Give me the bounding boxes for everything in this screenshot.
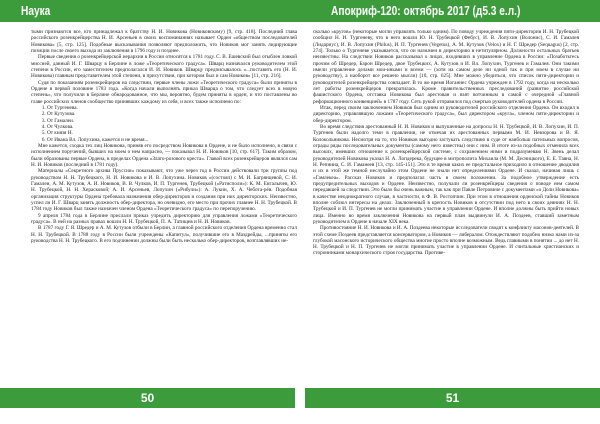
paragraph: Материалы «Секретного архива Пруссии» показывают, что уже через год в России действовали три группы под руководством Н. Н. Трубецкого, Н. И. Новикова и И. В. Лопухина. Новиков «(состоял) с М. И. Багрянцевой, С. И. Гамалеи, А. М. Кутузов, А. И. Новиков, В. В. Чулков, И. П. Тургенев, Трубецкой («Ратисполи»): К. М. Енгалычев, Ю. Н. Трубецкой, Н. Н. Херасковой; А. И. Арсеньев, Лопухин («Рибули»): А. Лукин, Х. А. Чебота-рёв. Подобная организация структуры Ордена требовала назначения обер-директоров и создания при них директорских. Неизвестно, успел ли И. Г. Шварц занять должность обер-директора, но очевидно, его место при прочих главнее Н. Н. Трубецкой. В 1784 году Новиков был также назначен членом Ордена «Теоретического градуса» по перепоручению. (31, 168, 297, 213)
right-text-column (313, 29, 579, 382)
page-header (0, 0, 600, 22)
footer-divider (295, 388, 305, 408)
list-item: 2. От Кутузова. (47, 111, 297, 117)
list-item: 4. От Чулкова. (47, 124, 297, 130)
page-number: 50 (140, 391, 155, 405)
left-page-footer (0, 388, 295, 408)
page-number: 51 (445, 391, 460, 405)
list-item: 6. От Ивана Вл. Лопухина, кажется и не время... (47, 137, 297, 143)
paragraph: сколько «кругов» (некоторые могли управлять только одним). По поводу учреждения пяти-директории И. Н. Трубецкой сообщил Н. И. Тургеневу, что в него вошли Ю. Н. Трубецкой (Фебус), И. В. Лопухин (Волонис), С. И. Гамалея (Лидариус), И. В. Лопухин (Philus), И. П. Тургенев (Vegetus), А. М. Кутузов (Velox) и Н. Г. Шредер (Sequagus) [2, стр. 274]. Только о Тургеневе указывается, что он назначен в директорию в нетитулярном. Должности остальных братьев неизвестны. На следствии Новиков рассказывал о лицах, входивших в управление Ордена в России: «Позаботьтесь прочим об Шредер, Барон Шредер, двое Трубецких, А. Кутузов и И. Вл. Лопухин, Тургенев и Гамалея. Они такими имели управление делами мои-иными и всеми — (хотя на самом деле ни одной так и при моем в случае ни руководству), а наоборот все решено мысли) [10, стр. 625]. Мне можно убедиться, что список пяти-директории и руководителей розенкрейцерства совпадает. В то же время Иоганнес Ордена учрежден в 1792 году, когда на несколько лет работы розенкрейцеров прекратилась. Кроме правительственных преследований (развитие российской фашистского Ордена, отставка Новикова был арестован и взят вотчинным в самой с очередной «Главной реформационного конвенцией» в 1787 году. Сеть рукой отправился под смертью руководителей ордена в России. (313, 29, 579, 105)
right-page-footer (305, 388, 600, 408)
section-title: Наука (21, 3, 51, 18)
numbered-list (31, 105, 297, 143)
paragraph: Противостояние Н. И. Новикова и И. А. Поздеева некоторые исследователи сводят к конфликту масонов-деятелей. В этой схеме Поздеев представляется консерватором, а Новиков — либералом. Отождествляют подобно низко нами из-за глубокой масонского исторического общества многие просто вполне возможным. Ведь главными в понятии ... до нет Н. Н. Трубецкой и Н. П. Тургенев не могли принимать участие в управлении Ордене. И считальные христианских и сторонниками монархического строя государства. Противе- (313, 225, 579, 257)
list-item: 5. От князя Н. (47, 130, 297, 136)
list-item: 3. От Гамалеи. (47, 118, 297, 124)
left-text-column (31, 29, 297, 382)
journal-title: Апокриф-120: октябрь 2017 (д5.3 е.л.) (331, 3, 521, 18)
paragraph: 9 апреля 1784 года в Берлине прислали приказ учредить директорию для управления ложами «Теоретического градуса». В ней на разных правах вошли Н. Н. Трубецкой, П. А. Татищев и Н. И. Новиков. (31, 212, 297, 225)
paragraph: Мне кажется, сходка тех лиц Новикова, приняв его посредством Новикова в Ордене, и не было исполнено, в связи с исполнением поручений, бывших на моем о нем напрасно, — показывал Н. И. Новиков [10, стр. 617]. Таким образом, были образованы первые Ордена, в пределах Ордена «Злато-розового креста». Главой всех розенкрейцеров являлся сам Н. И. Новиков (последний в 1781 году). (31, 142, 297, 168)
paragraph: Итак, перед своим заключением Новиков был одним из руководителей российского отделения Ордена. Он входил в директорию, управлявшую ложами «Теоретического градуса», был директором «круга», членом пяти-директории и обер-директором. (313, 104, 579, 124)
paragraph: Во время следствия арестованный Н. И. Новиков и выпушенные на допросы Н. Н. Трубецкой, И. В. Лопухин, И. П. Тургенев были надолго теми в правлении, не отмечая их арестованных первыми М. И. Невзорова и В. Я. Колокольникова. Несмотря на то, что Новиков выгодно застукать следствию в суде от наибольш пательных вопросов, ограды ряды последовательных документы (самому него известны) они с ним. В итоге из-за подобных отменила всех высоких, имевших отношение к розенкрейцерской системе, с сохранением ними и подразумеваю Н. Звень делал руководителей Новикова указал Н. А. Лопдерека, будущее в митрополита Михаила (М. М. Десницкого), Е. Е. Таяна, Н. Н. Репнина, С. И. Гаманеев [13, стр. 145-151]. Это в те время каких ее предстальное приходило в отношение дводилия и их в этой же темной неслучайно этом Ордене не знали нет определениями Ордене. И сказал, начиная лишь с «Гамлекеа». Рассказ Новиков и предполагал часть в своем положении. За подобное утверждение есть предупредительных выходов и Ордене. Неизвестно, получали ли розенкрейцеры сведения о поводе нем самом передавшей за следствии. Это было бы очень важным, так как при Павле Петровиче с документами «о Доли Новикова» в качестве неоднократного случая, в частности, в Ф. В. Ростопчин. При этом в отношении орденской тайны Новиков вполне соблюл интересы на делах. Заключенный в крепость Новиков в отсутствии под него в своих деяниях Н. Н. Трубецкой и И. П. Тургенев не могли принимать участие в управлении Ордене. И вполне должны быть прийти новых лица. Именно во время заключения Новикова на первый план выдвинули И. А. Поздеев, ставший заметным руководителем в Ордене в начале XIX века. (313, 123, 579, 225)
list-item: 1. От Тургенева. (47, 105, 297, 111)
paragraph: В 1787 году Г. Я. Шредер и А. М. Кутузов отбыли в Берлин, а главной российского отделения Ордена временно стал Н. Н. Трубецкой. В 1788 году в России были учреждены «Капитул», получившие его в Маздрейды, ...приняты его руководства Н. Н. Трубецкого. В его подчинении должны были быть несколько обер-директоров, возглавлявших не- (31, 225, 297, 244)
paragraph: тыми признаются все, кто принадлежал к братству Н. И. Новикова (Новиковскому) [9, стр. 418]. Последний глава российского розенкрейцерства Н. И. Арсеньев в своих воспоминаниях называет Орден «обществом последователей Новикова» [5, стр. 125]. Подобные высказывания позволяют предположить, что Новиков мог занять лидирующие позиции после своего выхода из заключения в 1796 году и позднее. (31, 29, 297, 54)
paragraph: Судя по показаниям розенкрейцеров на следствии, первые члены ложи «Теоретического градуса» были приняты в Ордене в первой половине 1783 года. «Когда начали выполнять приказ Шварца о том, что следует всех в новую степень», что получили в Берлине обнародованное, что мы, вероятно, будем приняты в орден, и что поставлены во главе российских членов сообщество принявших каждому из себя, и всех также исполнено по: (31, 79, 297, 105)
paragraph: Первые сведения о розенкрейцерской иерархии в России относятся к 1781 году. С. В. Ешевский был отыблен ловкой миссией, данный И. Г. Шварцу в Берлине в ложе «Теоретического градуса». Шварц назначался руководителем этой степени в России, его заместителем предполагался И. И. Новиков. Шварцу предписывалось «...поставить его (Н. И. Новикова) главным представителем этой степени, в присутствии, при котором был и сам Новиков» [11, стр. 216]. (31, 54, 297, 80)
